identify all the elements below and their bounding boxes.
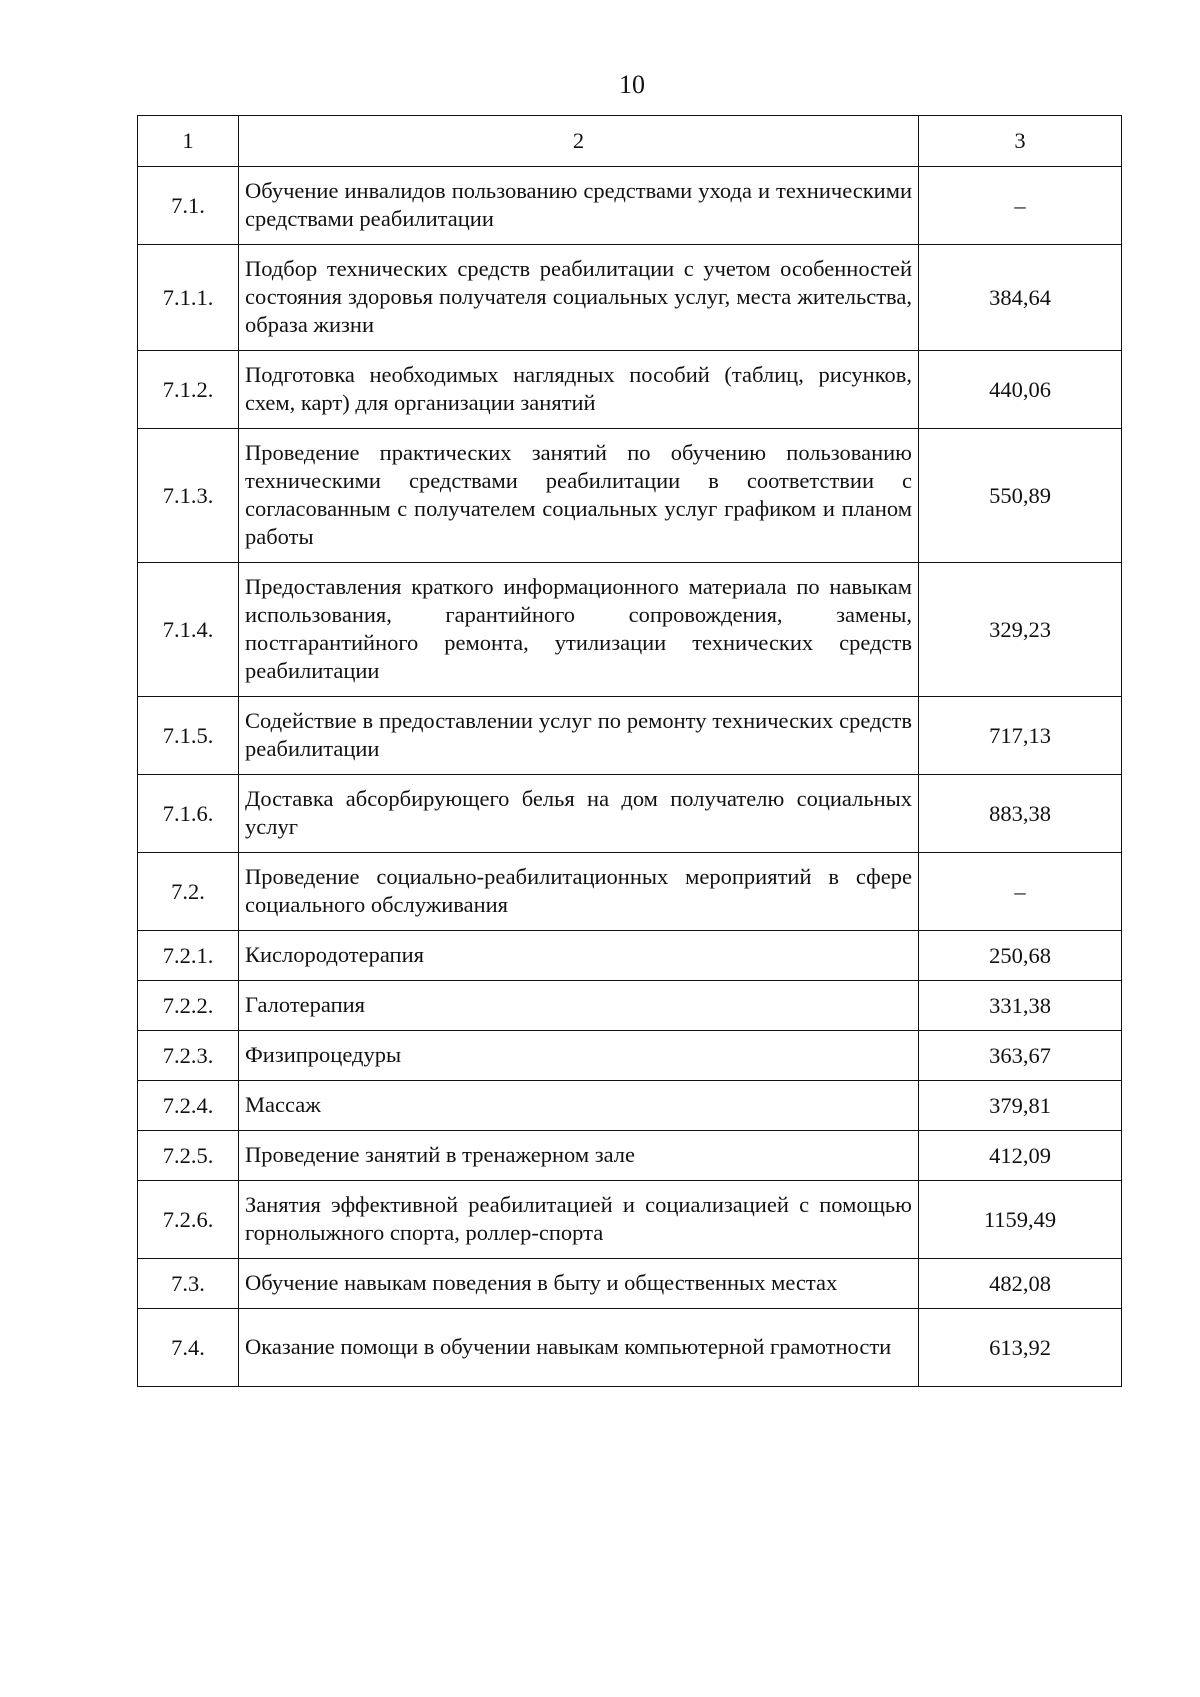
table-row <box>138 429 1122 563</box>
row-number: 7.2.6. <box>138 1181 239 1259</box>
row-description: Обучение навыкам поведения в быту и общественных местах <box>239 1259 919 1309</box>
row-value: 384,64 <box>919 245 1122 351</box>
row-number: 7.2. <box>138 853 239 931</box>
page-number: 10 <box>619 70 645 99</box>
row-description: Доставка абсорбирующего белья на дом получателю социальных услуг <box>239 775 919 853</box>
row-value: 883,38 <box>919 775 1122 853</box>
row-description: Содействие в предоставлении услуг по ремонту технических средств реабилитации <box>239 697 919 775</box>
row-description: Проведение социально-реабилитационных мероприятий в сфере социального обслуживания <box>239 853 919 931</box>
table-row <box>138 853 1122 931</box>
row-description: Физипроцедуры <box>239 1031 919 1081</box>
row-number: 7.2.2. <box>138 981 239 1031</box>
row-value: 550,89 <box>919 429 1122 563</box>
row-number: 7.1.5. <box>138 697 239 775</box>
table-row <box>138 931 1122 981</box>
row-description: Предоставления краткого информационного материала по навыкам использования, гарантийного сопровождения, замены, постгарантийного ремонта, утилизации технических средств реабилитации <box>239 563 919 697</box>
row-value: 717,13 <box>919 697 1122 775</box>
row-description: Подбор технических средств реабилитации с учетом особенностей состояния здоровья получателя социальных услуг, места жительства, образа жизни <box>239 245 919 351</box>
table-row <box>138 1259 1122 1309</box>
row-value: 440,06 <box>919 351 1122 429</box>
row-description: Подготовка необходимых наглядных пособий (таблиц, рисунков, схем, карт) для организации занятий <box>239 351 919 429</box>
row-value: 329,23 <box>919 563 1122 697</box>
row-number: 7.1.6. <box>138 775 239 853</box>
column-header: 3 <box>919 116 1122 167</box>
row-number: 7.1.3. <box>138 429 239 563</box>
row-value: 331,38 <box>919 981 1122 1031</box>
row-value: 250,68 <box>919 931 1122 981</box>
row-number: 7.2.5. <box>138 1131 239 1181</box>
table-row <box>138 1181 1122 1259</box>
row-number: 7.1.1. <box>138 245 239 351</box>
row-number: 7.4. <box>138 1309 239 1387</box>
table-row <box>138 697 1122 775</box>
row-description: Обучение инвалидов пользованию средствами ухода и техническими средствами реабилитации <box>239 167 919 245</box>
tariff-table <box>137 115 1122 1387</box>
row-description: Проведение занятий в тренажерном зале <box>239 1131 919 1181</box>
row-description: Массаж <box>239 1081 919 1131</box>
row-value: 379,81 <box>919 1081 1122 1131</box>
table-row <box>138 563 1122 697</box>
row-value: 482,08 <box>919 1259 1122 1309</box>
row-value: – <box>919 853 1122 931</box>
row-number: 7.2.1. <box>138 931 239 981</box>
row-description: Кислородотерапия <box>239 931 919 981</box>
row-description: Занятия эффективной реабилитацией и социализацией с помощью горнолыжного спорта, роллер-спорта <box>239 1181 919 1259</box>
row-description: Проведение практических занятий по обучению пользованию техническими средствами реабилитации в соответствии с согласованным с получателем социальных услуг графиком и планом работы <box>239 429 919 563</box>
table-row <box>138 351 1122 429</box>
row-value: 363,67 <box>919 1031 1122 1081</box>
row-value: 412,09 <box>919 1131 1122 1181</box>
row-value: 613,92 <box>919 1309 1122 1387</box>
row-number: 7.1. <box>138 167 239 245</box>
row-number: 7.3. <box>138 1259 239 1309</box>
row-description: Оказание помощи в обучении навыкам компьютерной грамотности <box>239 1309 919 1387</box>
table-row <box>138 981 1122 1031</box>
table-row <box>138 1081 1122 1131</box>
row-value: 1159,49 <box>919 1181 1122 1259</box>
column-header: 1 <box>138 116 239 167</box>
table-row <box>138 1309 1122 1387</box>
table-row <box>138 167 1122 245</box>
table-row <box>138 1131 1122 1181</box>
row-number: 7.1.2. <box>138 351 239 429</box>
table-row <box>138 245 1122 351</box>
row-number: 7.1.4. <box>138 563 239 697</box>
table-row <box>138 775 1122 853</box>
row-description: Галотерапия <box>239 981 919 1031</box>
table-row <box>138 1031 1122 1081</box>
row-value: – <box>919 167 1122 245</box>
table-header-row <box>138 116 1122 167</box>
column-header: 2 <box>239 116 919 167</box>
row-number: 7.2.3. <box>138 1031 239 1081</box>
row-number: 7.2.4. <box>138 1081 239 1131</box>
